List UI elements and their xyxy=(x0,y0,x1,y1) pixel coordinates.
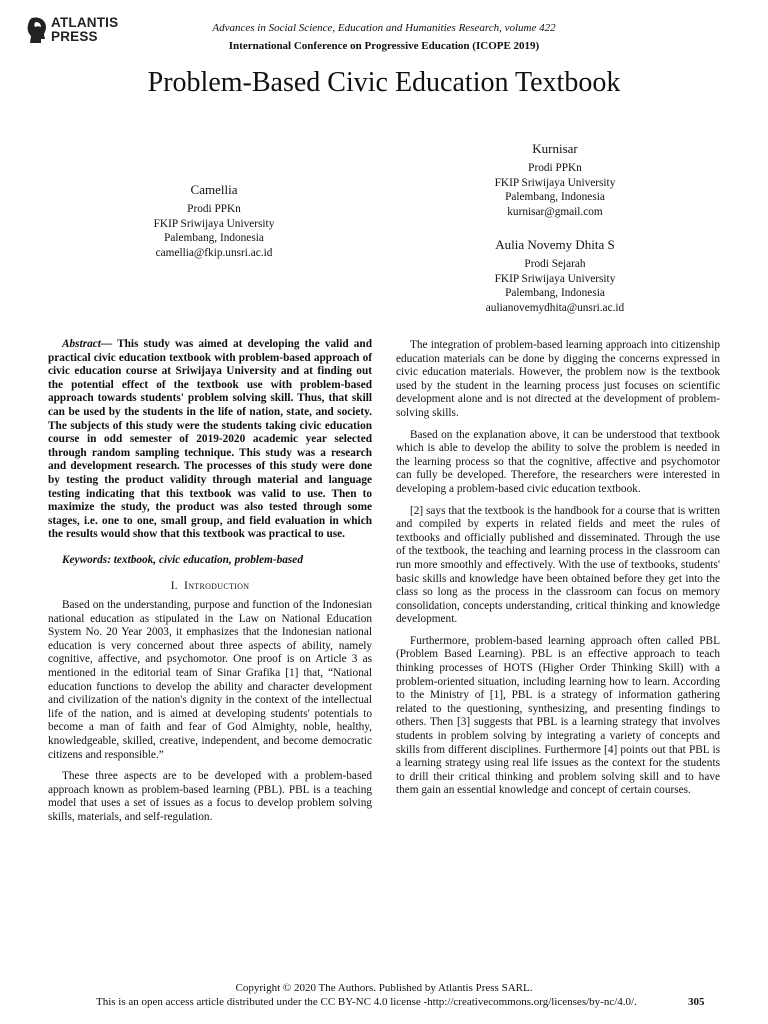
author-email: kurnisar@gmail.com xyxy=(507,205,603,218)
author-email: aulianovemydhita@unsri.ac.id xyxy=(485,301,625,314)
page-number: 305 xyxy=(688,996,705,1008)
section-heading xyxy=(48,580,372,594)
author-block-1 xyxy=(104,181,324,260)
author-faculty: FKIP Sriwijaya University xyxy=(153,217,275,230)
author-dept: Prodi PPKn xyxy=(187,203,241,215)
author-email: camellia@fkip.unsri.ac.id xyxy=(155,246,273,259)
author-name: Kurnisar xyxy=(532,141,578,156)
author-dept: Prodi Sejarah xyxy=(524,258,586,270)
copyright-notice: Copyright © 2020 The Authors. Published by Atlantis Press SARL. xyxy=(235,982,533,994)
paragraph: The integration of problem-based learning approach into citizenship education materials can be done by digging the concerns expressed in civic education materials. However, the problem now is the textbook used by the student in the learning process just focuses on scientific development alone and is not directed at the development of problem-solving skills. xyxy=(396,339,720,419)
author-block-3 xyxy=(440,236,670,315)
abstract-label: Abstract— xyxy=(62,338,113,350)
left-column xyxy=(48,338,372,833)
author-city: Palembang, Indonesia xyxy=(505,191,605,204)
author-name: Aulia Novemy Dhita S xyxy=(495,237,615,252)
paragraph: These three aspects are to be developed with a problem-based approach known as problem-based learning (PBL). PBL is a teaching model that uses a set of issues as a focus to develop problem solving skills, materials, and self-regulation. xyxy=(48,770,372,823)
paper-title: Problem-Based Civic Education Textbook xyxy=(147,67,621,98)
keywords: Keywords: textbook, civic education, problem-based xyxy=(62,553,303,566)
author-dept: Prodi PPKn xyxy=(528,162,582,174)
paragraph: Based on the understanding, purpose and function of the Indonesian national education as stipulated in the Law on National Education System No. 20 Year 2003, it emphasizes that the Indonesian national education is very concerned about three aspects of ability, namely cognitive, affective, and psychomotor. One proof is on Article 3 as mentioned in the editorial team of Sinar Grafika [1] that, “National education functions to develop the ability and character development and civilization of the nation's dignity in the context of the intellectual life of the nation, and is aimed at developing students' potentials to become a man of faith and fear of God Almighty, noble, healthy, knowledgeable, skilled, creative, independent, and become democratic citizens and responsible.” xyxy=(48,599,372,761)
abstract-text: This study was aimed at developing the valid and practical civic education textbook with problem-based approach of civic education course at Sriwijaya University and at finding out the potential effect of the textbook use with problem-based approach towards students' problem solving skill. Thus, that skill can be used by the students in the life of nation, state, and society. The subjects of this study were the students taking civic education course in odd semester of 2019-2020 academic year selected through random sampling technique. This study was a research and development research. The processes of this study were done by testing the product validity through material and language testing indicating that this textbook was valid to use. Then to maximize the study, the product was also tested through some stages, i.e. one to one, small group, and field evaluation in which the results would show that this textbook was practical to use. xyxy=(48,338,372,541)
author-faculty: FKIP Sriwijaya University xyxy=(494,272,616,285)
author-name: Camellia xyxy=(190,182,238,197)
paragraph: [2] says that the textbook is the handbook for a course that is written and compiled by experts in related fields and meet the rules of textbooks and officially published and disseminated. Through the use of the textbook, the teaching and learning process in the classroom can run more smoothly and effectively. With the use of textbooks, students' basic skills and knowledge have been obtained before they get into the class so long as the process in the classroom can focus on memory consolidation, concepts understanding, critical thinking and knowledge development. xyxy=(396,504,720,626)
author-city: Palembang, Indonesia xyxy=(164,232,264,245)
right-column xyxy=(396,339,720,806)
license-notice: This is an open access article distributed under the CC BY-NC 4.0 license -http://creativecommons.org/licenses/by-nc/4.0/. xyxy=(96,996,637,1008)
author-block-2 xyxy=(440,140,670,219)
paragraph: Based on the explanation above, it can be understood that textbook which is able to develop the ability to solve the problem is needed in the learning process so that the cognitive, affective and psychomotor can fully be developed. Therefore, the researchers were interested in developing a problem-based civic education textbook. xyxy=(396,428,720,495)
section-title: Introduction xyxy=(184,579,250,592)
section-numeral: I. xyxy=(170,579,178,592)
journal-header: Advances in Social Science, Education and Humanities Research, volume 422 xyxy=(212,22,556,34)
author-city: Palembang, Indonesia xyxy=(505,287,605,300)
author-faculty: FKIP Sriwijaya University xyxy=(494,176,616,189)
paragraph: Furthermore, problem-based learning approach often called PBL (Problem Based Learning). PBL is an effective approach to teach thinking processes of HOTS (Higher Order Thinking Skill) with a problem-oriented situation, including learning how to learn. According to the Ministry of [1], PBL is a strategy of information gathering related to the questioning, synthesizing, and presenting findings to others. Then [3] suggests that PBL is a learning strategy that involves students in problem solving by integrating a variety of concepts and skills from different disciplines. Furthermore [4] points out that PBL is a learning strategy using real life issues as the context for the students to drill their critical thinking and problem solving skill and to have them gain an essential knowledge and concept of certain courses. xyxy=(396,634,720,797)
logo-line2: PRESS xyxy=(51,29,98,44)
abstract xyxy=(48,338,372,542)
logo-line1: ATLANTIS xyxy=(51,15,119,30)
conference-header: International Conference on Progressive Education (ICOPE 2019) xyxy=(228,40,540,52)
